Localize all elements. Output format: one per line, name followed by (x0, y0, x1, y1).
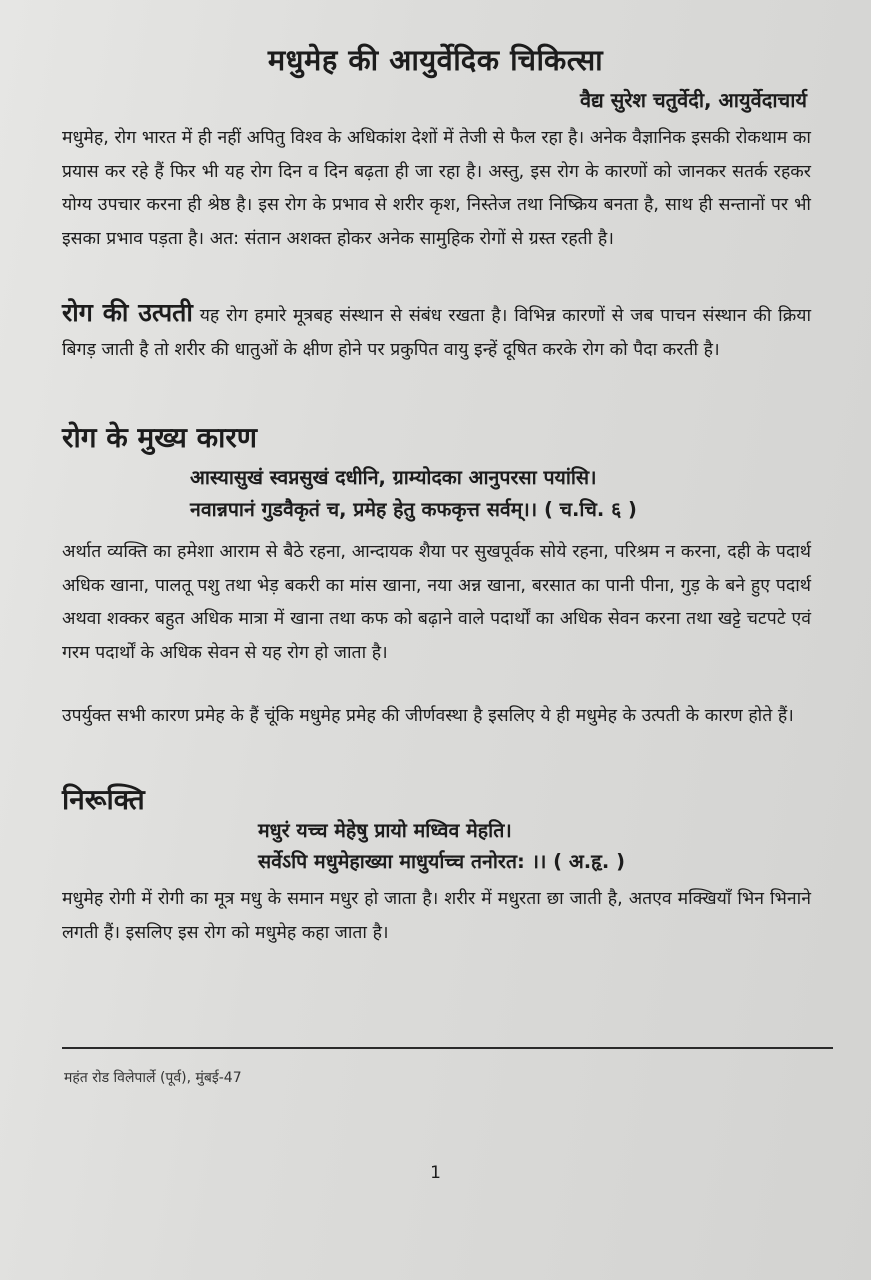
causes-verse-line-2: नवान्नपानं गुडवैकृतं च, प्रमेह हेतु कफकृत्त सर्वम्।। ( च.चि. ६ ) (190, 498, 637, 521)
author-line: वैद्य सुरेश चतुर्वेदी, आयुर्वेदाचार्य (580, 88, 807, 112)
footer-address: महंत रोड विलेपार्ले (पूर्व), मुंबई-47 (64, 1070, 242, 1086)
nirukti-verse-line-1: मधुरं यच्च मेहेषु प्रायो मध्विव मेहति। (258, 819, 512, 842)
origin-text: यह रोग हमारे मूत्रबह संस्थान से संबंध रखता है। विभिन्न कारणों से जब पाचन संस्थान की क्रिया बिगड़ जाती है तो शरीर की धातुओं के क्षीण होने पर प्रकुपित वायु इन्हें दूषित करके रोग को पैदा करती है। (62, 306, 812, 360)
causes-paragraph-2: उपर्युक्त सभी कारण प्रमेह के हैं चूंकि मधुमेह प्रमेह की जीर्णवस्था है इसलिए ये ही मधुमेह के उत्पती के कारण होते हैं। (62, 706, 794, 726)
intro-paragraph: मधुमेह, रोग भारत में ही नहीं अपितु विश्व के अधिकांश देशों में तेजी से फैल रहा है। अनेक वैज्ञानिक इसकी रोकथाम का प्रयास कर रहे हैं फिर भी यह रोग दिन व दिन बढ़ता ही जा रहा है। अस्तु, इस रोग के कारणों को जानकर सतर्क रहकर योग्य उपचार करना ही श्रेष्ठ है। इस रोग के प्रभाव से शरीर कृश, निस्तेज तथा निष्क्रिय बनता है, साथ ही सन्तानों पर भी इसका प्रभाव पड़ता है। अत: संतान अशक्त होकर अनेक सामुहिक रोगों से ग्रस्त रहती है। (62, 128, 811, 249)
origin-heading: रोग की उत्पती (62, 298, 193, 327)
causes-paragraph: अर्थात व्यक्ति का हमेशा आराम से बैठे रहना, आन्दायक शैया पर सुखपूर्वक सोये रहना, परिश्रम न करना, दही के पदार्थ अधिक खाना, पालतू पशु तथा भेड़ बकरी का मांस खाना, नया अन्न खाना, बरसात का पानी पीना, गुड़ के बने हुए पदार्थ अथवा शक्कर बहुत अधिक मात्रा में खाना तथा कफ को बढ़ाने वाले पदार्थों का अधिक सेवन करना तथा खट्टे चटपटे एवं गरम पदार्थों के अधिक सेवन से यह रोग हो जाता है। (62, 542, 811, 663)
causes-heading: रोग के मुख्य कारण (62, 421, 258, 454)
footer-divider (62, 1047, 833, 1049)
nirukti-verse-line-2: सर्वेऽपि मधुमेहाख्या माधुर्याच्च तनोरत: ।। ( अ.हृ. ) (258, 850, 625, 873)
causes-verse-line-1: आस्यासुखं स्वप्नसुखं दधीनि, ग्राम्योदका आनुपरसा पयांसि। (190, 466, 597, 489)
page-number: 1 (430, 1163, 441, 1183)
article-title: मधुमेह की आयुर्वेदिक चिकित्सा (267, 43, 604, 77)
nirukti-heading: निरूक्ति (62, 783, 145, 816)
nirukti-paragraph: मधुमेह रोगी में रोगी का मूत्र मधु के समान मधुर हो जाता है। शरीर में मधुरता छा जाती है, अतएव मक्खियाँ भिन भिनाने लगती हैं। इसलिए इस रोग को मधुमेह कहा जाता है। (62, 889, 811, 943)
origin-paragraph (62, 296, 811, 367)
